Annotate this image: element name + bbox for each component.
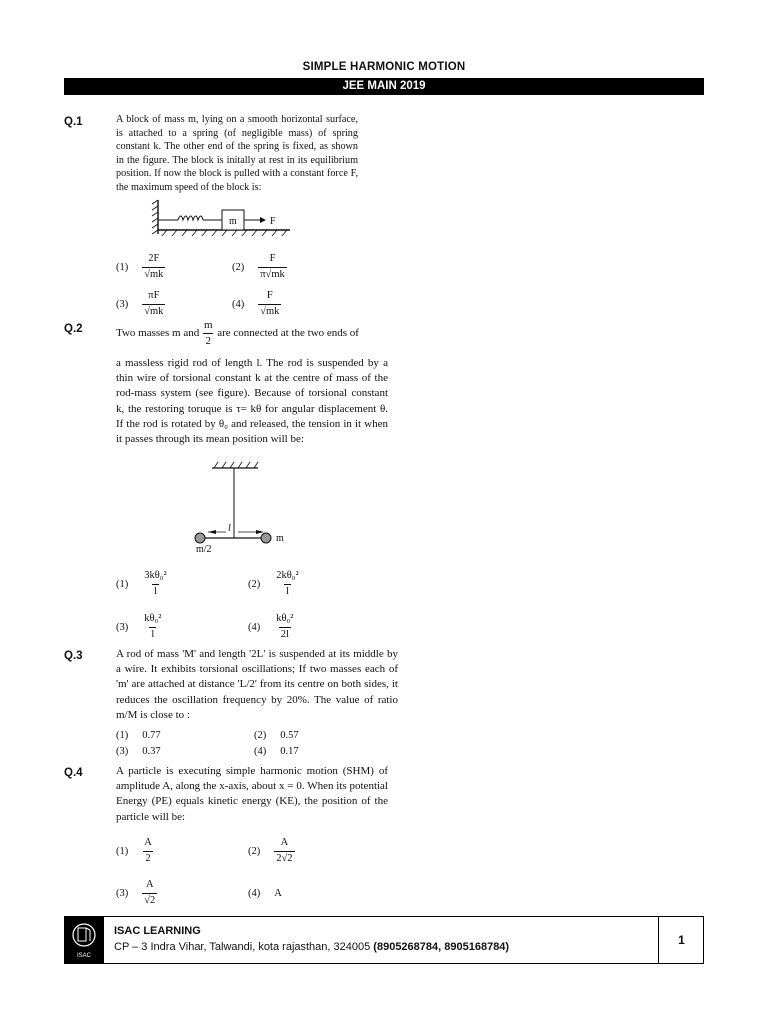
q2-frac-numerator: m (203, 319, 213, 331)
force-arrow-icon (260, 217, 266, 223)
block-mass-label: m (229, 216, 237, 227)
q3-option-1[interactable] (116, 730, 161, 741)
option-number: (4) (254, 746, 267, 757)
option-numerator: kθ₀² (144, 613, 162, 624)
left-mass (195, 533, 205, 543)
question-2-first-line (116, 320, 388, 347)
question-1-label: Q.1 (64, 116, 83, 128)
question-2-text: a massless rigid rod of length l. The rod is suspended by a thin wire of torsional constant k at the centre of mass of the rod-mass system (see figure). Because of torsional constant k, the restoring toruque is τ= kθ for angular displacement θ. If the rod is rotated by θ₀ and released, the tension in it when it passes through its mean position will be: (116, 357, 388, 446)
question-4-label: Q.4 (64, 767, 83, 779)
option-value: 0.17 (280, 746, 299, 757)
option-value: 0.77 (142, 730, 161, 741)
option-number: (2) (254, 730, 267, 741)
q1-option-4[interactable] (232, 291, 281, 317)
option-denominator: l (153, 585, 157, 597)
option-numerator: F (266, 290, 273, 301)
q3-option-3[interactable] (116, 746, 161, 757)
option-number: (3) (116, 621, 129, 633)
option-denominator: l (285, 585, 289, 597)
option-number: (2) (248, 845, 261, 857)
right-mass-label: m (276, 533, 284, 544)
spring-block-figure (140, 198, 300, 240)
spring-coil (178, 216, 203, 220)
option-number: (4) (248, 888, 261, 899)
option-numerator: 2F (148, 253, 160, 264)
footer-info (103, 917, 659, 963)
q2-frac-denominator: 2 (203, 333, 213, 347)
option-number: (3) (116, 298, 129, 310)
q1-option-2[interactable] (232, 254, 287, 280)
logo-text: ISAC (76, 953, 92, 959)
phone-numbers: (8905268784, 8905168784) (373, 941, 510, 953)
option-denominator: l (151, 628, 155, 640)
q4-option-3[interactable] (116, 880, 157, 906)
option-numerator: 3kθ₀² (144, 570, 167, 581)
option-numerator: A (280, 837, 289, 848)
rod-length-label: l (228, 523, 231, 534)
option-denominator: √mk (260, 305, 280, 317)
option-numerator: 2kθ₀² (276, 570, 299, 581)
option-denominator: √2 (144, 894, 156, 906)
question-3-label: Q.3 (64, 650, 83, 662)
q2-option-2[interactable] (248, 571, 301, 597)
q2-option-4[interactable] (248, 614, 295, 640)
q2-option-1[interactable] (116, 571, 169, 597)
option-denominator: √mk (144, 305, 164, 317)
question-3-text: A rod of mass 'M' and length '2L' is suspended at its middle by a wire. It exhibits torsional oscillations; If two masses each of 'm' are attached at distance 'L/2' from its centre on both sides, it reduces the oscillation frequency by 20%. The value of ratio m/M is close to : (116, 648, 398, 721)
option-number: (3) (116, 887, 129, 899)
question-4-text: A particle is executing simple harmonic motion (SHM) of amplitude A, along the x-axis, about x = 0. When its potential Energy (PE) equals kinetic energy (KE), the position of the particle will be: (116, 765, 388, 823)
option-value: 0.57 (280, 730, 299, 741)
option-number: (2) (248, 578, 261, 590)
question-2-label: Q.2 (64, 323, 83, 335)
organization-name: ISAC LEARNING (114, 925, 201, 937)
page-footer (64, 916, 704, 964)
option-number: (3) (116, 746, 129, 757)
option-number: (2) (232, 261, 245, 273)
option-numerator: πF (148, 290, 160, 301)
right-mass (261, 533, 271, 543)
option-value: A (274, 888, 282, 899)
option-numerator: F (269, 253, 276, 264)
q2-text-part-b: are connected at the two ends of (217, 327, 359, 340)
option-numerator: A (145, 879, 154, 890)
option-number: (4) (232, 298, 245, 310)
option-number: (4) (248, 621, 261, 633)
q3-option-4[interactable] (254, 746, 299, 757)
q4-option-4[interactable] (248, 888, 282, 899)
option-denominator: 2l (280, 628, 289, 640)
torsional-pendulum-figure (190, 460, 300, 556)
address-text: CP – 3 Indra Vihar, Talwandi, kota rajasthan, 324005 (114, 941, 374, 953)
q3-option-2[interactable] (254, 730, 299, 741)
left-mass-label: m/2 (196, 544, 212, 555)
option-number: (1) (116, 730, 129, 741)
isac-logo (65, 917, 103, 963)
question-1-text: A block of mass m, lying on a smooth horizontal surface, is attached to a spring (of negligible mass) of spring constant k. The other end of the spring is fixed, as shown in the figure. The block is initally at rest in its equilibrium position. If now the block is pulled with a constant force F, the maximum speed of the block is: (116, 114, 358, 193)
option-value: 0.37 (142, 746, 161, 757)
q1-option-1[interactable] (116, 254, 165, 280)
exam-banner: JEE MAIN 2019 (64, 78, 704, 95)
option-denominator: 2√2 (276, 852, 293, 864)
organization-address (114, 941, 509, 953)
force-label: F (270, 216, 276, 227)
page-topic-title: SIMPLE HARMONIC MOTION (302, 61, 466, 73)
option-denominator: 2 (145, 852, 151, 864)
option-numerator: A (144, 837, 152, 848)
page-number: 1 (678, 933, 685, 947)
q2-text-part-a: Two masses m and (116, 327, 200, 340)
q2-option-3[interactable] (116, 614, 163, 640)
option-number: (1) (116, 578, 129, 590)
option-denominator: √mk (144, 268, 164, 280)
option-denominator: π√mk (260, 268, 285, 280)
option-number: (1) (116, 261, 129, 273)
q1-option-3[interactable] (116, 291, 165, 317)
option-numerator: kθ₀² (276, 613, 294, 624)
q4-option-2[interactable] (248, 838, 295, 864)
option-number: (1) (116, 845, 129, 857)
q4-option-1[interactable] (116, 838, 154, 864)
